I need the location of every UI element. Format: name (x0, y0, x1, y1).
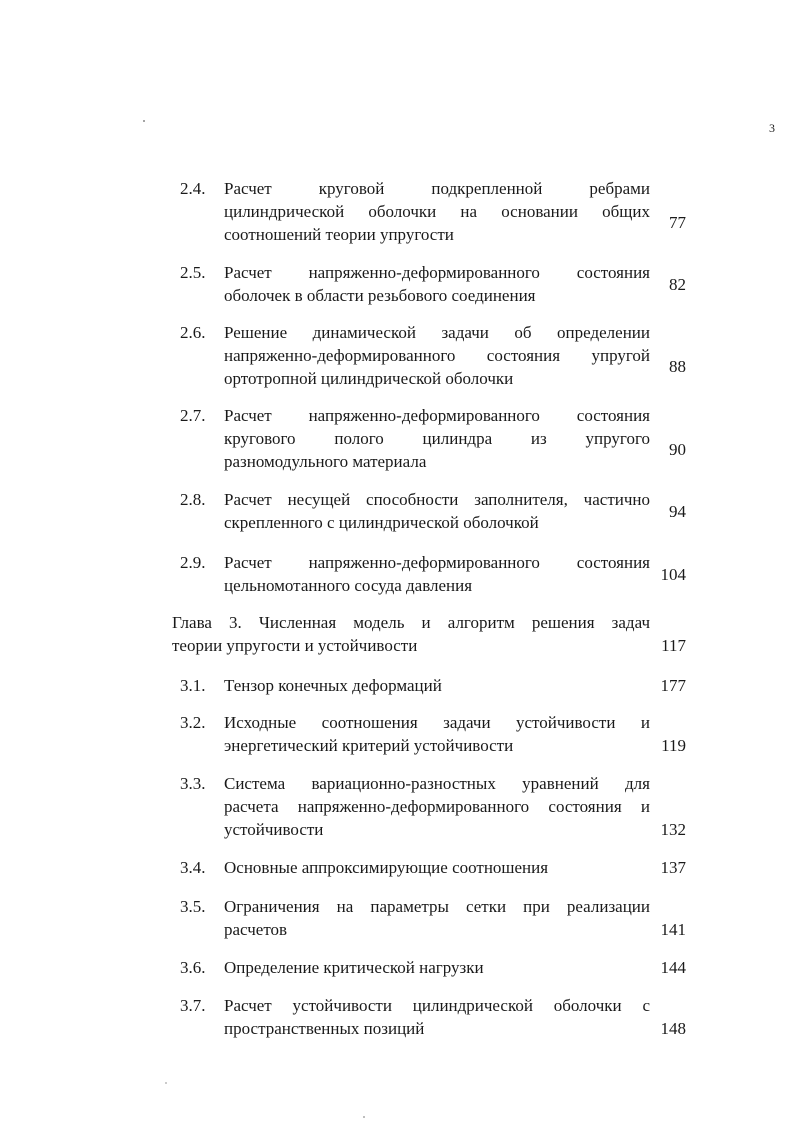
toc-entry-title-line: Система вариационно-разностных уравнений для (224, 774, 650, 793)
toc-entry-number: 3.1. (180, 676, 206, 695)
toc-entry-title-line: разномодульного материала (224, 452, 427, 471)
toc-entry-page: 82 (669, 275, 686, 294)
toc-entry-title-line: Расчет напряженно-деформированного состояния (224, 406, 650, 425)
toc-entry-number: 3.6. (180, 958, 206, 977)
toc-entry-title-line: напряженно-деформированного состояния упругой (224, 346, 650, 365)
toc-entry-number: 2.7. (180, 406, 206, 425)
toc-entry-title-line: Расчет напряженно-деформированного состояния (224, 263, 650, 282)
toc-entry-number: 3.4. (180, 858, 206, 877)
toc-entry-title-line: соотношений теории упругости (224, 225, 454, 244)
toc-entry-title-line: устойчивости (224, 820, 324, 839)
toc-entry-page: 94 (669, 502, 686, 521)
toc-entry-title-line: Расчет напряженно-деформированного состояния (224, 553, 650, 572)
toc-entry-page: 141 (660, 920, 686, 939)
page-number: 3 (769, 121, 775, 135)
toc-entry-title-line: энергетический критерий устойчивости (224, 736, 514, 755)
toc-entry-number: 2.5. (180, 263, 206, 282)
toc-entry-title-line: Ограничения на параметры сетки при реализации (224, 897, 650, 916)
scan-speck (165, 1082, 167, 1084)
toc-entry-title-line: Расчет устойчивости цилиндрической оболочки с (224, 996, 650, 1015)
toc-entry-number: 2.6. (180, 323, 206, 342)
toc-entry-title-line: Глава 3. Численная модель и алгоритм решения задач (172, 613, 650, 632)
toc-entry-title-line: расчетов (224, 920, 288, 939)
toc-entry-title-line: Исходные соотношения задачи устойчивости и (224, 713, 650, 732)
toc-entry-title-line: Решение динамической задачи об определении (224, 323, 650, 342)
toc-entry-title-line: Расчет несущей способности заполнителя, частично (224, 490, 650, 509)
toc-entry-number: 3.3. (180, 774, 206, 793)
toc-entry-title-line: цилиндрической оболочки на основании общих (224, 202, 650, 221)
toc-entry-title-line: кругового полого цилиндра из упругого (224, 429, 650, 448)
toc-entry-page: 90 (669, 440, 686, 459)
toc-entry-page: 119 (661, 736, 686, 755)
scan-speck (363, 1116, 365, 1118)
toc-entry-title-line: пространственных позиций (224, 1019, 425, 1038)
toc-entry-page: 144 (660, 958, 686, 977)
scan-speck (143, 120, 145, 122)
toc-entry-title-line: оболочек в области резьбового соединения (224, 286, 536, 305)
toc-entry-title-line: теории упругости и устойчивости (172, 636, 418, 655)
toc-entry-number: 3.5. (180, 897, 206, 916)
toc-entry-title-line: Расчет круговой подкрепленной ребрами (224, 179, 650, 198)
toc-entry-number: 2.9. (180, 553, 206, 572)
toc-entry-title-line: Основные аппроксимирующие соотношения (224, 858, 549, 877)
toc-entry-page: 88 (669, 357, 686, 376)
toc-entry-page: 132 (660, 820, 686, 839)
toc-entry-page: 148 (660, 1019, 686, 1038)
toc-entry-title-line: Тензор конечных деформаций (224, 676, 442, 695)
toc-entry-number: 2.8. (180, 490, 206, 509)
toc-entry-page: 177 (660, 676, 686, 695)
toc-entry-title-line: цельномотанного сосуда давления (224, 576, 473, 595)
toc-entry-number: 3.2. (180, 713, 206, 732)
toc-entry-page: 137 (660, 858, 686, 877)
toc-entry-title-line: ортотропной цилиндрической оболочки (224, 369, 514, 388)
toc-entry-page: 104 (660, 565, 686, 584)
toc-entry-number: 3.7. (180, 996, 206, 1015)
toc-entry-title-line: скрепленного с цилиндрической оболочкой (224, 513, 539, 532)
toc-entry-number: 2.4. (180, 179, 206, 198)
toc-entry-title-line: расчета напряженно-деформированного состояния и (224, 797, 650, 816)
toc-entry-page: 117 (661, 636, 686, 655)
toc-entry-page: 77 (669, 213, 686, 232)
toc-entry-title-line: Определение критической нагрузки (224, 958, 484, 977)
